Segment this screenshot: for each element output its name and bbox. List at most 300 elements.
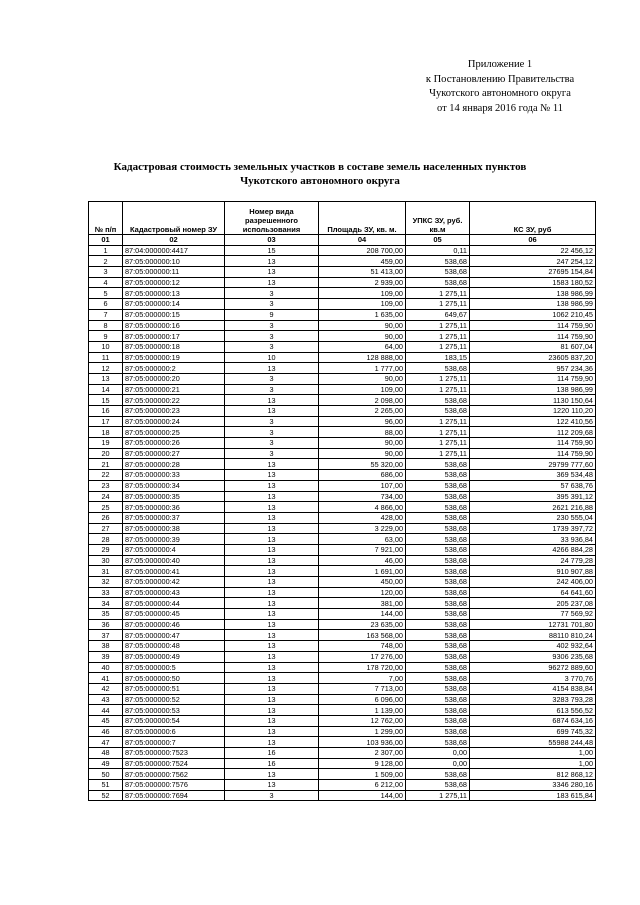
specific-value-cell: 538,68 [406,609,470,620]
row-number-cell: 37 [89,630,123,641]
permitted-use-cell: 13 [225,491,319,502]
specific-value-cell: 0,11 [406,245,470,256]
cadastral-value-cell: 613 556,52 [470,705,596,716]
area-cell: 55 320,00 [319,459,406,470]
permitted-use-cell: 13 [225,609,319,620]
permitted-use-cell: 13 [225,673,319,684]
table-row [89,694,596,705]
cadastral-value-cell: 3346 280,16 [470,780,596,791]
cadastral-value-cell: 114 759,90 [470,320,596,331]
permitted-use-cell: 13 [225,544,319,555]
table-row [89,245,596,256]
permitted-use-cell: 13 [225,737,319,748]
specific-value-cell: 1 275,11 [406,416,470,427]
permitted-use-cell: 13 [225,694,319,705]
cadastral-value-cell: 183 615,84 [470,790,596,801]
table-row [89,662,596,673]
cadastral-number-cell: 87:05:000000:15 [123,309,225,320]
permitted-use-cell: 13 [225,769,319,780]
row-number-cell: 42 [89,683,123,694]
row-number-cell: 38 [89,641,123,652]
table-row [89,491,596,502]
row-number-cell: 43 [89,694,123,705]
cadastral-value-cell: 96272 889,60 [470,662,596,673]
column-number: 01 [89,235,123,246]
row-number-cell: 30 [89,555,123,566]
permitted-use-cell: 16 [225,758,319,769]
cadastral-number-cell: 87:05:000000:17 [123,331,225,342]
table-row [89,544,596,555]
specific-value-cell: 1 275,11 [406,427,470,438]
area-cell: 6 212,00 [319,780,406,791]
cadastral-number-cell: 87:05:000000:22 [123,395,225,406]
appendix-line: Приложение 1 [467,59,533,70]
area-cell: 686,00 [319,470,406,481]
table-row [89,683,596,694]
area-cell: 109,00 [319,384,406,395]
table-row [89,352,596,363]
cadastral-number-cell: 87:05:000000:11 [123,267,225,278]
area-cell: 4 866,00 [319,502,406,513]
row-number-cell: 52 [89,790,123,801]
cadastral-number-cell: 87:05:000000:47 [123,630,225,641]
cadastral-value-cell: 910 907,88 [470,566,596,577]
table-row [89,480,596,491]
cadastral-value-cell: 1,00 [470,748,596,759]
specific-value-cell: 538,68 [406,662,470,673]
table-row [89,790,596,801]
permitted-use-cell: 13 [225,619,319,630]
table-row [89,341,596,352]
area-cell: 128 888,00 [319,352,406,363]
permitted-use-cell: 13 [225,256,319,267]
table-row [89,502,596,513]
area-cell: 90,00 [319,373,406,384]
permitted-use-cell: 10 [225,352,319,363]
table-row [89,459,596,470]
row-number-cell: 2 [89,256,123,267]
specific-value-cell: 538,68 [406,267,470,278]
specific-value-cell: 538,68 [406,641,470,652]
permitted-use-cell: 13 [225,662,319,673]
cadastral-value-cell: 114 759,90 [470,331,596,342]
area-cell: 7 713,00 [319,683,406,694]
specific-value-cell: 538,68 [406,395,470,406]
cadastral-number-cell: 87:05:000000:23 [123,406,225,417]
area-cell: 1 777,00 [319,363,406,374]
cadastral-value-cell: 3 770,76 [470,673,596,684]
cadastral-number-cell: 87:05:000000:48 [123,641,225,652]
header-row-number: № п/п [89,202,123,235]
area-cell: 63,00 [319,534,406,545]
row-number-cell: 18 [89,427,123,438]
cadastral-number-cell: 87:05:000000:38 [123,523,225,534]
permitted-use-cell: 3 [225,331,319,342]
cadastral-number-cell: 87:05:000000:45 [123,609,225,620]
cadastral-value-cell: 88110 810,24 [470,630,596,641]
table-row [89,748,596,759]
specific-value-cell: 1 275,11 [406,790,470,801]
area-cell: 2 307,00 [319,748,406,759]
permitted-use-cell: 13 [225,641,319,652]
specific-value-cell: 649,67 [406,309,470,320]
permitted-use-cell: 13 [225,523,319,534]
area-cell: 109,00 [319,288,406,299]
row-number-cell: 16 [89,406,123,417]
specific-value-cell: 538,68 [406,256,470,267]
specific-value-cell: 538,68 [406,491,470,502]
cadastral-value-cell: 3283 793,28 [470,694,596,705]
header-cadastral-number: Кадастровый номер ЗУ [123,202,225,235]
cadastral-number-cell: 87:05:000000:7576 [123,780,225,791]
area-cell: 88,00 [319,427,406,438]
permitted-use-cell: 13 [225,577,319,588]
cadastral-value-cell: 6874 634,16 [470,715,596,726]
specific-value-cell: 538,68 [406,544,470,555]
specific-value-cell: 1 275,11 [406,384,470,395]
permitted-use-cell: 13 [225,459,319,470]
area-cell: 1 139,00 [319,705,406,716]
column-number: 02 [123,235,225,246]
cadastral-value-cell: 57 638,76 [470,480,596,491]
permitted-use-cell: 13 [225,630,319,641]
permitted-use-cell: 3 [225,790,319,801]
permitted-use-cell: 13 [225,683,319,694]
table-row [89,769,596,780]
title-line: Кадастровая стоимость земельных участков в составе земель населенных пунктов [113,161,527,173]
permitted-use-cell: 9 [225,309,319,320]
area-cell: 1 691,00 [319,566,406,577]
permitted-use-cell: 3 [225,427,319,438]
cadastral-value-cell: 957 234,36 [470,363,596,374]
table-row [89,320,596,331]
cadastral-number-cell: 87:05:000000:14 [123,299,225,310]
cadastral-number-cell: 87:05:000000:52 [123,694,225,705]
area-cell: 23 635,00 [319,619,406,630]
permitted-use-cell: 13 [225,395,319,406]
specific-value-cell: 538,68 [406,363,470,374]
cadastral-value-cell: 1,00 [470,758,596,769]
area-cell: 90,00 [319,320,406,331]
cadastral-number-cell: 87:05:000000:5 [123,662,225,673]
area-cell: 90,00 [319,438,406,449]
cadastral-number-cell: 87:05:000000:44 [123,598,225,609]
appendix-note [400,58,600,116]
cadastral-value-cell: 114 759,90 [470,448,596,459]
cadastral-number-cell: 87:05:000000:16 [123,320,225,331]
table-row [89,470,596,481]
row-number-cell: 8 [89,320,123,331]
specific-value-cell: 538,68 [406,555,470,566]
specific-value-cell: 538,68 [406,406,470,417]
cadastral-number-cell: 87:05:000000:53 [123,705,225,716]
row-number-cell: 45 [89,715,123,726]
cadastral-value-cell: 1739 397,72 [470,523,596,534]
table-row [89,534,596,545]
area-cell: 2 265,00 [319,406,406,417]
permitted-use-cell: 13 [225,470,319,481]
area-cell: 2 939,00 [319,277,406,288]
row-number-cell: 35 [89,609,123,620]
specific-value-cell: 538,68 [406,673,470,684]
cadastral-number-cell: 87:05:000000:50 [123,673,225,684]
row-number-cell: 47 [89,737,123,748]
table-row [89,566,596,577]
table-row [89,309,596,320]
specific-value-cell: 1 275,11 [406,373,470,384]
specific-value-cell: 538,68 [406,512,470,523]
cadastral-value-cell: 369 534,48 [470,470,596,481]
cadastral-number-cell: 87:05:000000:13 [123,288,225,299]
permitted-use-cell: 13 [225,267,319,278]
area-cell: 144,00 [319,790,406,801]
specific-value-cell: 538,68 [406,705,470,716]
permitted-use-cell: 13 [225,534,319,545]
specific-value-cell: 538,68 [406,534,470,545]
cadastral-number-cell: 87:05:000000:49 [123,651,225,662]
cadastral-value-cell: 1583 180,52 [470,277,596,288]
area-cell: 9 128,00 [319,758,406,769]
cadastral-value-cell: 4154 838,84 [470,683,596,694]
specific-value-cell: 1 275,11 [406,288,470,299]
specific-value-cell: 538,68 [406,694,470,705]
table-body [89,245,596,801]
area-cell: 90,00 [319,331,406,342]
table-row [89,267,596,278]
cadastral-number-cell: 87:05:000000:35 [123,491,225,502]
table-row [89,288,596,299]
row-number-cell: 15 [89,395,123,406]
table-row [89,438,596,449]
permitted-use-cell: 3 [225,416,319,427]
specific-value-cell: 538,68 [406,587,470,598]
cadastral-number-cell: 87:05:000000:10 [123,256,225,267]
cadastral-value-cell: 23605 837,20 [470,352,596,363]
specific-value-cell: 1 275,11 [406,438,470,449]
title-line: Чукотского автономного округа [240,175,400,187]
area-cell: 103 936,00 [319,737,406,748]
area-cell: 1 509,00 [319,769,406,780]
cadastral-value-cell: 4266 884,28 [470,544,596,555]
cadastral-number-cell: 87:05:000000:18 [123,341,225,352]
cadastral-value-cell: 81 607,04 [470,341,596,352]
header-permitted-use: Номер вида разрешенного использования [225,202,319,235]
permitted-use-cell: 13 [225,780,319,791]
cadastral-number-cell: 87:05:000000:37 [123,512,225,523]
table-row [89,256,596,267]
row-number-cell: 25 [89,502,123,513]
table-row [89,448,596,459]
area-cell: 2 098,00 [319,395,406,406]
cadastral-number-cell: 87:05:000000:7523 [123,748,225,759]
cadastral-number-cell: 87:05:000000:28 [123,459,225,470]
permitted-use-cell: 13 [225,715,319,726]
permitted-use-cell: 3 [225,384,319,395]
permitted-use-cell: 13 [225,726,319,737]
cadastral-value-cell: 24 779,28 [470,555,596,566]
cadastral-value-cell: 64 641,60 [470,587,596,598]
table-row [89,726,596,737]
specific-value-cell: 0,00 [406,748,470,759]
permitted-use-cell: 3 [225,299,319,310]
table-row [89,780,596,791]
table-row [89,384,596,395]
specific-value-cell: 538,68 [406,737,470,748]
table-row [89,630,596,641]
row-number-cell: 34 [89,598,123,609]
specific-value-cell: 538,68 [406,480,470,491]
cadastral-number-cell: 87:05:000000:27 [123,448,225,459]
cadastral-value-cell: 138 986,99 [470,299,596,310]
specific-value-cell: 538,68 [406,459,470,470]
table-row [89,331,596,342]
cadastral-number-cell: 87:05:000000:7524 [123,758,225,769]
area-cell: 178 720,00 [319,662,406,673]
header-area: Площадь ЗУ, кв. м. [319,202,406,235]
cadastral-value-cell: 1220 110,20 [470,406,596,417]
permitted-use-cell: 13 [225,363,319,374]
cadastral-value-cell: 138 986,99 [470,384,596,395]
specific-value-cell: 183,15 [406,352,470,363]
table-row [89,427,596,438]
table-row [89,523,596,534]
area-cell: 64,00 [319,341,406,352]
table-row [89,555,596,566]
cadastral-number-cell: 87:05:000000:20 [123,373,225,384]
permitted-use-cell: 13 [225,277,319,288]
cadastral-number-cell: 87:05:000000:24 [123,416,225,427]
cadastral-number-cell: 87:05:000000:43 [123,587,225,598]
cadastral-value-cell: 22 456,12 [470,245,596,256]
area-cell: 17 276,00 [319,651,406,662]
row-number-cell: 10 [89,341,123,352]
column-number-row [89,235,596,246]
permitted-use-cell: 13 [225,651,319,662]
cadastral-value-cell: 77 569,92 [470,609,596,620]
cadastral-value-cell: 33 936,84 [470,534,596,545]
cadastral-value-table [88,201,596,801]
area-cell: 7,00 [319,673,406,684]
row-number-cell: 39 [89,651,123,662]
area-cell: 748,00 [319,641,406,652]
permitted-use-cell: 13 [225,705,319,716]
table-row [89,373,596,384]
specific-value-cell: 538,68 [406,769,470,780]
cadastral-number-cell: 87:05:000000:46 [123,619,225,630]
area-cell: 3 229,00 [319,523,406,534]
row-number-cell: 24 [89,491,123,502]
table-row [89,363,596,374]
cadastral-number-cell: 87:05:000000:7562 [123,769,225,780]
permitted-use-cell: 3 [225,288,319,299]
row-number-cell: 5 [89,288,123,299]
cadastral-value-cell: 242 406,00 [470,577,596,588]
table-row [89,705,596,716]
specific-value-cell: 538,68 [406,780,470,791]
row-number-cell: 6 [89,299,123,310]
area-cell: 734,00 [319,491,406,502]
area-cell: 450,00 [319,577,406,588]
column-number: 04 [319,235,406,246]
row-number-cell: 41 [89,673,123,684]
row-number-cell: 33 [89,587,123,598]
column-number: 05 [406,235,470,246]
row-number-cell: 9 [89,331,123,342]
row-number-cell: 51 [89,780,123,791]
row-number-cell: 40 [89,662,123,673]
cadastral-value-cell: 114 759,90 [470,373,596,384]
specific-value-cell: 538,68 [406,277,470,288]
row-number-cell: 46 [89,726,123,737]
permitted-use-cell: 3 [225,341,319,352]
cadastral-value-cell: 9306 235,68 [470,651,596,662]
cadastral-number-cell: 87:05:000000:6 [123,726,225,737]
appendix-line: от 14 января 2016 года № 11 [436,102,564,114]
specific-value-cell: 1 275,11 [406,299,470,310]
appendix-line: Чукотского автономного округа [429,88,571,99]
cadastral-value-cell: 205 237,08 [470,598,596,609]
row-number-cell: 26 [89,512,123,523]
row-number-cell: 4 [89,277,123,288]
area-cell: 107,00 [319,480,406,491]
cadastral-number-cell: 87:05:000000:42 [123,577,225,588]
row-number-cell: 20 [89,448,123,459]
specific-value-cell: 538,68 [406,683,470,694]
permitted-use-cell: 3 [225,438,319,449]
table-row [89,673,596,684]
row-number-cell: 27 [89,523,123,534]
area-cell: 109,00 [319,299,406,310]
row-number-cell: 31 [89,566,123,577]
cadastral-value-cell: 2621 216,88 [470,502,596,513]
specific-value-cell: 538,68 [406,523,470,534]
specific-value-cell: 538,68 [406,598,470,609]
cadastral-value-cell: 699 745,32 [470,726,596,737]
cadastral-value-cell: 122 410,56 [470,416,596,427]
row-number-cell: 22 [89,470,123,481]
area-cell: 120,00 [319,587,406,598]
permitted-use-cell: 13 [225,480,319,491]
table-row [89,416,596,427]
row-number-cell: 17 [89,416,123,427]
cadastral-value-cell: 230 555,04 [470,512,596,523]
permitted-use-cell: 13 [225,512,319,523]
row-number-cell: 13 [89,373,123,384]
table-row [89,598,596,609]
permitted-use-cell: 13 [225,598,319,609]
permitted-use-cell: 13 [225,555,319,566]
cadastral-value-cell: 1130 150,64 [470,395,596,406]
row-number-cell: 1 [89,245,123,256]
cadastral-number-cell: 87:05:000000:34 [123,480,225,491]
table-row [89,758,596,769]
cadastral-value-cell: 114 759,90 [470,438,596,449]
cadastral-number-cell: 87:05:000000:40 [123,555,225,566]
specific-value-cell: 538,68 [406,726,470,737]
cadastral-number-cell: 87:05:000000:39 [123,534,225,545]
row-number-cell: 48 [89,748,123,759]
cadastral-number-cell: 87:05:000000:25 [123,427,225,438]
cadastral-number-cell: 87:05:000000:21 [123,384,225,395]
specific-value-cell: 538,68 [406,651,470,662]
column-number: 06 [470,235,596,246]
table-row [89,406,596,417]
permitted-use-cell: 13 [225,566,319,577]
row-number-cell: 49 [89,758,123,769]
specific-value-cell: 538,68 [406,566,470,577]
permitted-use-cell: 3 [225,373,319,384]
row-number-cell: 23 [89,480,123,491]
